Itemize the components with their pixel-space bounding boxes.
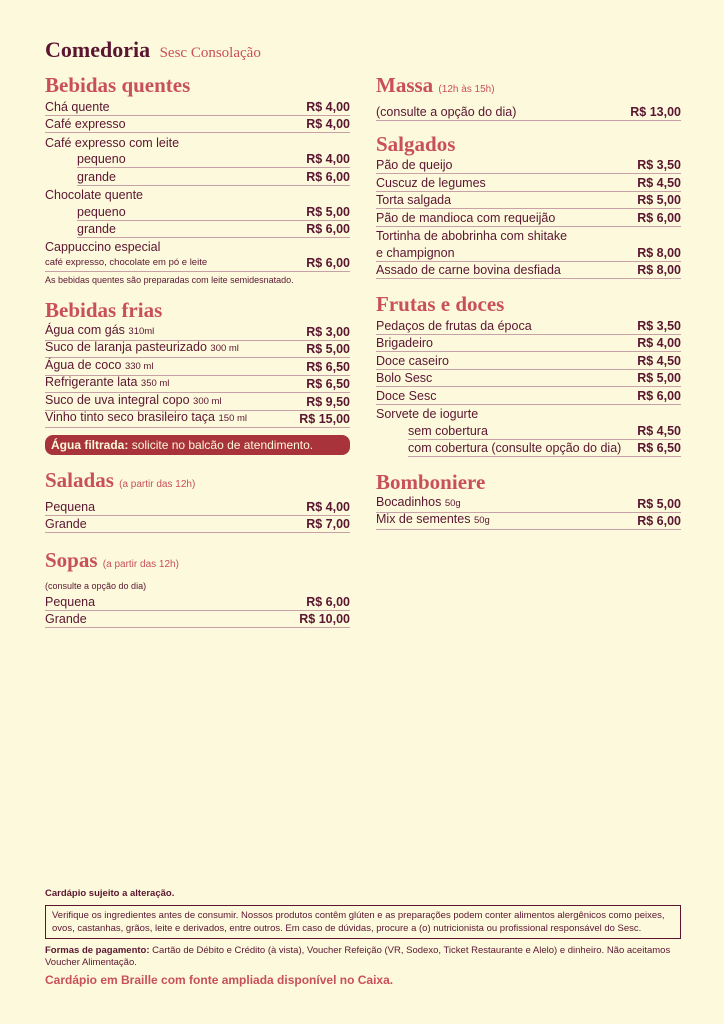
menu-item: Pequena R$ 6,00 [45, 594, 350, 609]
section-title-massa: Massa (12h às 15h) [376, 73, 495, 97]
menu-item: pequeno R$ 5,00 [77, 204, 350, 219]
menu-item: Refrigerante lata 350 ml R$ 6,50 [45, 375, 350, 391]
menu-item: Água de coco 330 ml R$ 6,50 [45, 357, 350, 374]
menu-item: Grande R$ 10,00 [45, 612, 350, 626]
menu-item: Doce Sesc R$ 6,00 [376, 388, 681, 403]
menu-item: Cappuccino especial café expresso, chocolate em pó e leite R$ 6,00 [45, 240, 350, 270]
section-title-salgados: Salgados [376, 131, 456, 156]
menu-item: grande R$ 6,00 [77, 222, 350, 236]
menu-item: Chá quente R$ 4,00 [45, 99, 350, 114]
payment-info: Formas de pagamento: Cartão de Débito e Crédito (à vista), Voucher Refeição (VR, Sodexo, Ticket Restaurante e Alelo) e dinheiro. Não aceitamos Voucher Alimentação. [45, 945, 671, 968]
menu-item: Café expresso com leite [45, 135, 180, 150]
menu-change-notice: Cardápio sujeito a alteração. [45, 888, 175, 899]
braille-notice: Cardápio em Braille com fonte ampliada disponível no Caixa. [45, 973, 394, 987]
title-main: Comedoria [45, 37, 151, 62]
menu-item: Bocadinhos 50g R$ 5,00 [376, 494, 681, 511]
footer [45, 888, 681, 987]
menu-item: Torta salgada R$ 5,00 [376, 193, 681, 207]
menu-item: Sorvete de iogurte [376, 407, 479, 421]
menu-item: Cuscuz de legumes R$ 4,50 [376, 175, 681, 190]
section-title-bomboniere: Bomboniere [376, 470, 486, 494]
menu-item: sem cobertura R$ 4,50 [408, 423, 681, 438]
hot-drinks-note: As bebidas quentes são preparadas com leite semidesnatado. [45, 275, 294, 285]
menu-item: Suco de uva integral copo 300 ml R$ 9,50 [45, 392, 350, 409]
section-title-bebidas-frias: Bebidas frias [45, 298, 163, 322]
menu-item: Pedaços de frutas da época R$ 3,50 [376, 318, 681, 333]
menu-item: Pão de queijo R$ 3,50 [376, 158, 681, 172]
menu-item: Tortinha de abobrinha com shitake [376, 229, 568, 243]
filtered-water-banner: Água filtrada: solicite no balcão de atendimento. [45, 435, 350, 455]
section-title-saladas: Saladas (a partir das 12h) [45, 468, 196, 492]
menu-item: pequeno R$ 4,00 [77, 152, 350, 166]
menu-item: Água com gás 310ml R$ 3,00 [45, 322, 350, 339]
menu-item: Pequena R$ 4,00 [45, 499, 350, 514]
page-title [45, 37, 261, 63]
menu-item: Vinho tinto seco brasileiro taça 150 ml R$ 15,00 [45, 410, 350, 426]
menu-item: Grande R$ 7,00 [45, 517, 350, 531]
left-column [45, 72, 350, 628]
menu-item: Mix de sementes 50g R$ 6,00 [376, 512, 681, 528]
section-title-frutas: Frutas e doces [376, 292, 505, 316]
right-column [376, 72, 681, 530]
menu-item: Chocolate quente [45, 188, 143, 202]
menu-item: Suco de laranja pasteurizado 300 ml R$ 5,00 [45, 340, 350, 356]
menu-item: Brigadeiro R$ 4,00 [376, 336, 681, 350]
menu-item: (consulte a opção do dia) R$ 13,00 [376, 104, 681, 119]
allergen-notice: Verifique os ingredientes antes de consumir. Nossos produtos contêm glúten e as preparações podem conter alimentos alergênicos como peixes, ovos, castanhas, grãos, leite e derivados, entre outros. Em caso de dúvidas, procure a (o) nutricionista ou profissional responsável do Sesc. [45, 905, 681, 939]
menu-item: Doce caseiro R$ 4,50 [376, 353, 681, 368]
menu-item: com cobertura (consulte opção do dia) R$ 6,50 [408, 441, 681, 455]
soup-note: (consulte a opção do dia) [45, 581, 147, 591]
title-subtitle: Sesc Consolação [159, 45, 261, 61]
section-title-sopas: Sopas (a partir das 12h) [45, 548, 179, 572]
menu-item: Café expresso R$ 4,00 [45, 117, 350, 131]
menu-item: grande R$ 6,00 [77, 169, 350, 184]
menu-item: e champignon R$ 8,00 [376, 245, 681, 260]
section-title-bebidas-quentes: Bebidas quentes [45, 73, 191, 97]
menu-item: Bolo Sesc R$ 5,00 [376, 371, 681, 385]
menu-item: Pão de mandioca com requeijão R$ 6,00 [376, 210, 681, 225]
menu-item: Assado de carne bovina desfiada R$ 8,00 [376, 263, 681, 277]
